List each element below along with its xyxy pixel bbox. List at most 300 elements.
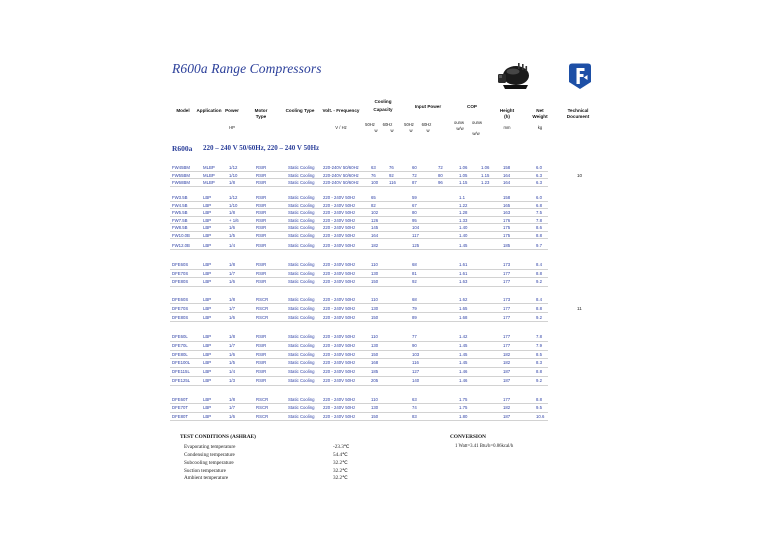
table-row: [0, 313, 768, 322]
tech-doc-cell: 11: [577, 306, 582, 311]
cop-50-cell: 1.45: [459, 351, 468, 357]
table-row: [0, 377, 768, 386]
conversion-text: 1 Watt=3.41 Btu/h=0.86kcal/h: [455, 444, 514, 449]
tech-doc-cell: 10: [577, 172, 583, 178]
height-cell: 182: [503, 405, 511, 411]
power-cell: 1/10: [229, 202, 238, 208]
cooling-type-cell: Static Cooling: [288, 217, 315, 223]
unit-cop-label: ounw: [453, 119, 465, 125]
application-cell: LBP: [203, 195, 212, 201]
height-cell: 185: [503, 243, 511, 249]
application-cell: LBP: [203, 232, 212, 238]
table-row: [0, 270, 768, 279]
volt-frequency-cell: 220 - 240V 50Hz: [323, 306, 356, 311]
application-cell: LBP: [203, 413, 212, 419]
motor-type-cell: RSIR: [256, 180, 267, 186]
capacity-50-cell: 130: [371, 270, 379, 276]
height-cell: 175: [503, 232, 511, 238]
motor-type-cell: RSIR: [256, 172, 267, 178]
motor-type-cell: RSIR: [256, 202, 267, 208]
cooling-type-cell: Static Cooling: [288, 180, 315, 186]
model-cell: DFE80S: [172, 279, 189, 285]
cooling-type-cell: Static Cooling: [288, 172, 315, 178]
test-condition-label: Suction temperature: [184, 468, 226, 474]
cop-50-cell: 1.33: [459, 217, 468, 223]
capacity-50-cell: 82: [371, 202, 376, 208]
cop-60-cell: 1.06: [481, 165, 490, 171]
input-60-cell: 72: [438, 165, 443, 171]
input-50-cell: 67: [412, 202, 417, 208]
cooling-type-cell: Static Cooling: [288, 232, 315, 238]
input-50-cell: 117: [412, 232, 419, 238]
motor-type-cell: RSIR: [256, 262, 267, 268]
input-60-cell: 80: [438, 172, 443, 178]
row-group: [0, 396, 768, 422]
cooling-type-cell: Static Cooling: [288, 262, 315, 268]
weight-cell: 7.9: [536, 342, 542, 348]
model-cell: FW68BM: [172, 180, 190, 186]
cop-50-cell: 1.40: [459, 232, 468, 238]
motor-type-cell: RSIR: [256, 378, 267, 384]
cop-50-cell: 1.61: [459, 270, 468, 276]
test-condition-value: 32.2℃: [333, 460, 348, 466]
power-cell: 1/8: [229, 297, 235, 302]
power-cell: 1/6: [229, 413, 235, 419]
cooling-type-cell: Static Cooling: [288, 243, 315, 249]
table-row: [0, 224, 768, 232]
height-cell: 182: [503, 360, 511, 366]
application-cell: LBP: [203, 217, 212, 223]
unit-input: w: [426, 127, 430, 133]
weight-cell: 7.5: [536, 210, 542, 216]
motor-type-cell: RSIR: [256, 334, 267, 340]
table-row: [0, 304, 768, 313]
weight-cell: 8.4: [536, 297, 542, 302]
cooling-type-cell: Static Cooling: [288, 202, 315, 208]
table-row: [0, 342, 768, 351]
height-cell: 187: [503, 369, 511, 375]
capacity-50-cell: 130: [371, 342, 379, 348]
cop-50-cell: 1.05: [459, 172, 468, 178]
application-cell: LBP: [203, 202, 212, 208]
volt-frequency-cell: 220 - 240V 50Hz: [323, 225, 356, 231]
application-cell: LBP: [203, 396, 212, 402]
weight-cell: 6.0: [536, 165, 542, 171]
volt-frequency-cell: 220 - 240V 50Hz: [323, 243, 356, 249]
motor-type-cell: RSIR: [256, 360, 267, 366]
model-cell: FW10.0B: [172, 232, 190, 238]
header-input-power: Input Power: [414, 103, 442, 109]
height-cell: 177: [503, 334, 511, 340]
page-title: R600a Range Compressors: [172, 61, 322, 76]
volt-frequency-cell: 220 - 240V 50Hz: [323, 297, 356, 302]
cooling-type-cell: Static Cooling: [288, 315, 315, 320]
cooling-type-cell: Static Cooling: [288, 279, 315, 285]
motor-type-cell: RSIR: [256, 195, 267, 201]
capacity-50-cell: 182: [371, 243, 379, 249]
power-cell: 1/4: [229, 369, 235, 375]
application-cell: LBP: [203, 297, 212, 302]
weight-cell: 8.8: [536, 396, 542, 402]
cop-50-cell: 1.45: [459, 243, 468, 249]
input-50-cell: 140: [412, 378, 420, 384]
capacity-50-cell: 145: [371, 225, 379, 231]
input-50-cell: 59: [412, 195, 417, 201]
motor-type-cell: RSIR: [256, 225, 267, 231]
cop-50-cell: 1.15: [459, 180, 468, 186]
input-50-cell: 116: [412, 360, 419, 366]
test-condition-label: Subcooling temperature: [184, 460, 234, 466]
application-cell: LBP: [203, 405, 212, 411]
input-50-cell: 68: [412, 297, 417, 302]
volt-frequency-cell: 220 - 240V 50Hz: [323, 202, 356, 208]
input-50-cell: 87: [412, 180, 417, 186]
table-row: [0, 217, 768, 225]
height-cell: 177: [503, 306, 511, 311]
test-condition-value: -23.3℃: [333, 444, 350, 450]
model-cell: DFE60T: [172, 396, 188, 402]
header-model: Model: [176, 107, 190, 113]
cooling-type-cell: Static Cooling: [288, 306, 315, 311]
input-50-cell: 77: [412, 334, 417, 340]
capacity-50-cell: 150: [371, 315, 379, 320]
power-cell: 1/8: [229, 210, 235, 216]
unit-capacity-freq: 50Hz: [365, 121, 375, 127]
test-condition-label: Condensing temperature: [184, 452, 235, 458]
power-cell: + 1/6: [229, 217, 239, 223]
height-cell: 164: [503, 172, 511, 178]
weight-cell: 8.4: [536, 262, 542, 268]
motor-type-cell: RSIR: [256, 232, 267, 238]
height-cell: 176: [503, 217, 511, 223]
row-group: [0, 164, 768, 187]
section-voltage: 220 – 240 V 50/60Hz, 220 – 240 V 50Hz: [203, 144, 320, 152]
header-height: Height: [499, 107, 515, 113]
model-cell: DFE80T: [172, 413, 188, 419]
unit-power: HP: [229, 125, 235, 130]
cop-50-cell: 1.80: [459, 413, 468, 419]
power-cell: 1/6: [229, 315, 235, 320]
cooling-type-cell: Static Cooling: [288, 378, 315, 384]
model-cell: DFE70L: [172, 342, 188, 348]
power-cell: 1/7: [229, 342, 235, 348]
cooling-type-cell: Static Cooling: [288, 360, 315, 366]
header-cooling-capacity: Cooling: [374, 98, 392, 104]
table-row: [0, 359, 768, 368]
cooling-type-cell: Static Cooling: [288, 297, 315, 302]
cop-50-cell: 1.62: [459, 297, 468, 302]
unit-capacity: w: [390, 127, 394, 133]
header-height: (h): [504, 113, 510, 119]
height-cell: 177: [503, 270, 511, 276]
capacity-50-cell: 102: [371, 210, 379, 216]
motor-type-cell: RSIR: [256, 243, 267, 249]
motor-type-cell: RSIR: [256, 210, 267, 216]
weight-cell: 6.3: [536, 172, 542, 178]
table-row: [0, 351, 768, 360]
unit-input: w: [409, 127, 413, 133]
row-group: [0, 194, 768, 250]
volt-frequency-cell: 220 - 240V 50Hz: [323, 413, 356, 419]
weight-cell: 9.2: [536, 378, 542, 384]
application-cell: MLBP: [203, 165, 215, 171]
test-condition-value: 32.2℃: [333, 475, 348, 481]
capacity-50-cell: 150: [371, 279, 379, 285]
height-cell: 177: [503, 342, 511, 348]
cooling-type-cell: Static Cooling: [288, 342, 315, 348]
unit-cop: w/w: [472, 131, 480, 136]
capacity-60-cell: 76: [389, 165, 394, 171]
input-50-cell: 68: [412, 262, 417, 268]
cooling-type-cell: Static Cooling: [288, 165, 315, 171]
motor-type-cell: RSCR: [256, 315, 269, 320]
volt-frequency-cell: 220 - 240V 50Hz: [323, 342, 356, 348]
table-row: [0, 413, 768, 422]
capacity-50-cell: 110: [371, 297, 378, 302]
header-volt-frequency: Volt. - Frequency: [322, 107, 360, 113]
table-row: [0, 295, 768, 304]
power-cell: 1/3: [229, 378, 235, 384]
weight-cell: 9.7: [536, 243, 542, 249]
motor-type-cell: RSIR: [256, 279, 267, 285]
application-cell: MLBP: [203, 180, 215, 186]
model-cell: DFE80L: [172, 351, 188, 357]
header-cop: COP: [467, 103, 477, 109]
cooling-type-cell: Static Cooling: [288, 369, 315, 375]
power-cell: 1/6: [229, 279, 235, 285]
model-cell: FW3.5B: [172, 195, 188, 201]
motor-type-cell: RSIR: [256, 165, 267, 171]
capacity-50-cell: 185: [371, 369, 379, 375]
model-cell: DFE60S: [172, 297, 189, 302]
input-60-cell: 96: [438, 180, 443, 186]
capacity-50-cell: 130: [371, 306, 379, 311]
capacity-50-cell: 150: [371, 413, 379, 419]
motor-type-cell: RSCR: [256, 396, 269, 402]
capacity-50-cell: 150: [371, 351, 379, 357]
input-50-cell: 81: [412, 270, 417, 276]
conversion-title: CONVERSION: [450, 434, 486, 440]
capacity-50-cell: 126: [371, 217, 379, 223]
input-50-cell: 95: [412, 217, 417, 223]
volt-frequency-cell: 220 - 240V 50Hz: [323, 210, 356, 216]
power-cell: 1/5: [229, 360, 235, 366]
cop-50-cell: 1.75: [459, 396, 468, 402]
cooling-type-cell: Static Cooling: [288, 334, 315, 340]
weight-cell: 9.5: [536, 405, 542, 411]
volt-frequency-cell: 220 - 240V 50Hz: [323, 270, 356, 276]
capacity-50-cell: 164: [371, 232, 379, 238]
input-50-cell: 89: [412, 315, 417, 320]
power-cell: 1/7: [229, 405, 235, 411]
capacity-50-cell: 65: [371, 195, 376, 201]
header-cooling-capacity: Capacity: [373, 106, 393, 112]
model-cell: DFE70S: [172, 306, 189, 311]
height-cell: 187: [503, 378, 511, 384]
weight-cell: 8.8: [536, 306, 542, 311]
motor-type-cell: RSIR: [256, 369, 267, 375]
unit-height: mm: [503, 125, 511, 130]
cop-50-cell: 1.68: [459, 315, 468, 320]
power-cell: 1/7: [229, 270, 235, 276]
row-group: [0, 333, 768, 386]
cop-50-cell: 1.42: [459, 334, 468, 340]
motor-type-cell: RSCR: [256, 413, 269, 419]
cooling-type-cell: Static Cooling: [288, 405, 315, 411]
application-cell: LBP: [203, 210, 212, 216]
power-cell: 1/12: [229, 165, 238, 171]
application-cell: LBP: [203, 378, 212, 384]
cop-50-cell: 1.46: [459, 369, 468, 375]
application-cell: LBP: [203, 262, 212, 268]
test-conditions-title: TEST CONDITIONS (ASHRAE): [180, 434, 256, 440]
volt-frequency-cell: 220 - 240V 50Hz: [323, 334, 356, 340]
height-cell: 175: [503, 225, 511, 231]
input-50-cell: 103: [412, 351, 420, 357]
application-cell: LBP: [203, 306, 212, 311]
table-row: [0, 242, 768, 250]
height-cell: 173: [503, 262, 511, 268]
unit-input-freq: 60Hz: [421, 121, 432, 127]
application-cell: LBP: [203, 351, 212, 357]
weight-cell: 8.5: [536, 351, 542, 357]
weight-cell: 9.2: [536, 279, 542, 285]
model-cell: FW5.5B: [172, 210, 188, 216]
height-cell: 164: [503, 180, 511, 186]
input-50-cell: 104: [412, 225, 420, 231]
input-50-cell: 60: [412, 165, 417, 171]
weight-cell: 8.8: [536, 369, 542, 375]
motor-type-cell: RSIR: [256, 351, 267, 357]
cooling-type-cell: Static Cooling: [288, 195, 315, 201]
table-row: [0, 164, 768, 172]
height-cell: 187: [503, 413, 511, 419]
application-cell: LBP: [203, 279, 212, 285]
cop-50-cell: 1.45: [459, 360, 468, 366]
power-cell: 1/4: [229, 243, 235, 249]
volt-frequency-cell: 220 - 240V 50Hz: [323, 378, 356, 384]
weight-cell: 6.3: [536, 180, 542, 186]
weight-cell: 7.8: [536, 217, 542, 223]
application-cell: LBP: [203, 225, 212, 231]
capacity-50-cell: 100: [371, 180, 379, 186]
power-cell: 1/7: [229, 306, 235, 311]
unit-capacity-freq: 60Hz: [382, 121, 393, 127]
unit-net-weight: kg: [537, 125, 543, 130]
height-cell: 182: [503, 351, 511, 357]
cop-50-cell: 1.65: [459, 306, 468, 311]
test-condition-label: Ambient temperature: [184, 475, 229, 481]
header-application: Application: [196, 107, 222, 113]
application-cell: LBP: [203, 270, 212, 276]
capacity-50-cell: 63: [371, 165, 376, 171]
header-technical-document: Technical: [567, 107, 589, 113]
model-cell: DFE70T: [172, 405, 188, 411]
model-cell: DFE100L: [172, 360, 191, 366]
capacity-60-cell: 92: [389, 172, 394, 178]
cop-50-cell: 1.61: [459, 262, 468, 268]
cop-50-cell: 1.40: [459, 225, 468, 231]
height-cell: 177: [503, 315, 511, 320]
cop-60-cell: 1.15: [481, 172, 490, 178]
table-row: [0, 278, 768, 287]
weight-cell: 9.2: [536, 315, 542, 320]
application-cell: LBP: [203, 315, 212, 320]
power-cell: 1/8: [229, 334, 235, 340]
cop-50-cell: 1.22: [459, 202, 468, 208]
input-50-cell: 74: [412, 405, 417, 411]
weight-cell: 8.3: [536, 360, 542, 366]
cooling-type-cell: Static Cooling: [288, 413, 315, 419]
model-cell: DFE70S: [172, 270, 189, 276]
model-cell: FW55BM: [172, 172, 190, 178]
weight-cell: 6.8: [536, 202, 542, 208]
header-motor-type: Type: [255, 113, 267, 119]
cooling-type-cell: Static Cooling: [288, 270, 315, 276]
test-condition-value: 32.2℃: [333, 468, 348, 474]
input-50-cell: 127: [412, 369, 420, 375]
cop-50-cell: 1.06: [459, 165, 468, 171]
table-row: [0, 179, 768, 187]
volt-frequency-cell: 220 - 240V 50Hz: [323, 217, 356, 223]
power-cell: 1/6: [229, 351, 235, 357]
table-row: [0, 209, 768, 217]
motor-type-cell: RSCR: [256, 306, 269, 311]
model-cell: DFE80S: [172, 315, 189, 320]
volt-frequency-cell: 220 - 240V 50Hz: [323, 262, 356, 268]
header-technical-document: Document: [566, 113, 590, 119]
unit-cop-label: ounw: [471, 119, 483, 125]
row-group: [0, 295, 768, 322]
cooling-type-cell: Static Cooling: [288, 225, 315, 231]
volt-frequency-cell: 220-240V 50/60Hz: [323, 180, 359, 186]
height-cell: 165: [503, 202, 511, 208]
input-50-cell: 80: [412, 210, 417, 216]
weight-cell: 8.8: [536, 232, 542, 238]
capacity-50-cell: 110: [371, 334, 378, 340]
power-cell: 1/10: [229, 172, 238, 178]
test-condition-value: 54.4℃: [333, 452, 348, 458]
table-row: [0, 194, 768, 202]
capacity-50-cell: 205: [371, 378, 379, 384]
volt-frequency-cell: 220 - 240V 50Hz: [323, 360, 356, 366]
volt-frequency-cell: 220-240V 50/60Hz: [323, 172, 359, 178]
capacity-50-cell: 130: [371, 405, 379, 411]
table-row: [0, 232, 768, 240]
table-row: [0, 368, 768, 377]
volt-frequency-cell: 220-240V 50/60Hz: [323, 165, 359, 171]
weight-cell: 8.6: [536, 225, 542, 231]
input-50-cell: 92: [412, 279, 417, 285]
input-50-cell: 90: [412, 342, 417, 348]
unit-cop: w/w: [456, 125, 464, 131]
test-condition-label: Evaporating temperature: [184, 444, 236, 450]
volt-frequency-cell: 220 - 240V 50Hz: [323, 405, 356, 411]
capacity-50-cell: 76: [371, 172, 376, 178]
height-cell: 177: [503, 396, 511, 402]
application-cell: LBP: [203, 243, 212, 249]
cop-50-cell: 1.28: [459, 210, 468, 216]
cooling-type-cell: Static Cooling: [288, 210, 315, 216]
model-cell: FW45BM: [172, 165, 190, 171]
volt-frequency-cell: 220 - 240V 50Hz: [323, 315, 356, 320]
model-cell: FW7.5B: [172, 217, 188, 223]
power-cell: 1/8: [229, 262, 235, 268]
table-row: [0, 172, 768, 180]
input-50-cell: 125: [412, 243, 420, 249]
header-net-weight: Net: [536, 107, 544, 113]
cop-50-cell: 1.75: [459, 405, 468, 411]
